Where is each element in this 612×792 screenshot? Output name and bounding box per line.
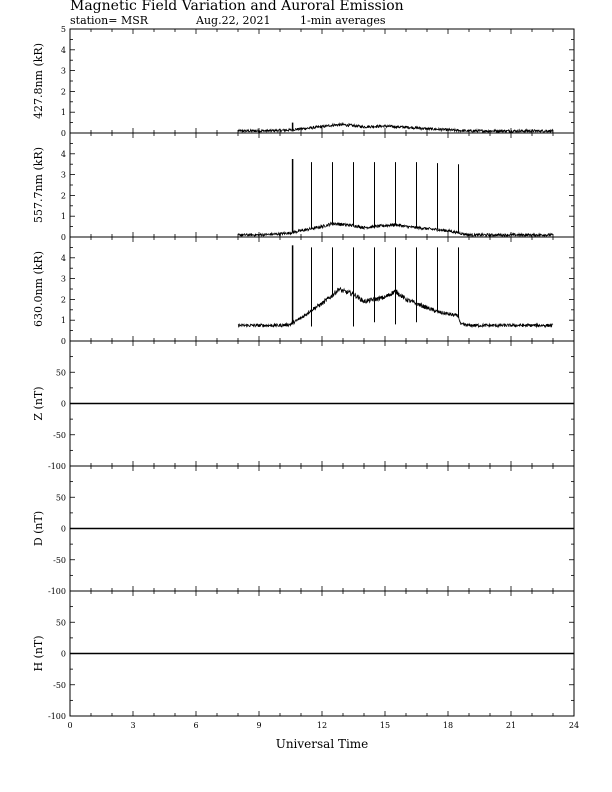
- x-tick-label: 15: [379, 721, 391, 730]
- y-tick-label: -50: [53, 555, 66, 565]
- station-label: station= MSR: [70, 14, 149, 27]
- y-tick-label: 0: [60, 649, 66, 659]
- y-tick-label: 0: [60, 337, 66, 346]
- panel-1: [32, 25, 574, 138]
- y-tick-label: 0: [60, 129, 66, 138]
- y-axis-label: 557.7nm (kR): [32, 146, 45, 224]
- y-tick-label: 4: [60, 253, 66, 263]
- panel-3: [32, 237, 574, 346]
- y-axis-label: 427.8nm (kR): [32, 42, 45, 120]
- panel-6: [32, 591, 579, 751]
- y-axis-label: D (nT): [32, 510, 45, 547]
- x-tick-label: 24: [568, 721, 580, 730]
- x-tick-label: 12: [316, 721, 328, 730]
- y-tick-label: 3: [60, 274, 66, 284]
- y-tick-label: 3: [60, 170, 66, 180]
- y-tick-label: 50: [55, 368, 66, 378]
- averaging-label: 1-min averages: [300, 14, 386, 27]
- panel-5: [32, 466, 574, 596]
- panel-2: [32, 133, 574, 242]
- y-tick-label: 0: [60, 233, 66, 242]
- y-tick-label: 1: [60, 108, 66, 118]
- y-tick-label: -100: [48, 712, 66, 721]
- y-axis-label: Z (nT): [32, 386, 45, 421]
- y-tick-label: -100: [48, 587, 66, 596]
- panel-4: [32, 341, 574, 471]
- x-tick-label: 9: [256, 721, 262, 730]
- y-tick-label: 1: [60, 212, 66, 222]
- x-axis-label: Universal Time: [275, 737, 369, 751]
- y-tick-label: -50: [53, 680, 66, 690]
- y-tick-label: 2: [60, 87, 66, 97]
- x-tick-label: 21: [505, 721, 517, 730]
- panels: [32, 25, 579, 751]
- y-tick-label: 0: [60, 524, 66, 534]
- y-tick-label: 2: [60, 191, 66, 201]
- date-label: Aug.22, 2021: [196, 14, 271, 27]
- y-tick-label: 3: [60, 66, 66, 76]
- y-axis-label: H (nT): [32, 635, 45, 672]
- y-tick-label: 5: [60, 25, 66, 34]
- x-tick-label: 3: [130, 721, 136, 730]
- y-axis-label: 630.0nm (kR): [32, 250, 45, 328]
- y-tick-label: 4: [60, 149, 66, 159]
- y-tick-label: -100: [48, 462, 66, 471]
- panel-frame: [70, 133, 574, 237]
- panel-frame: [70, 29, 574, 133]
- x-tick-label: 18: [442, 721, 454, 730]
- y-tick-label: 50: [55, 493, 66, 503]
- x-tick-label: 6: [193, 721, 199, 730]
- figure-title: Magnetic Field Variation and Auroral Emission: [70, 0, 404, 14]
- y-tick-label: 1: [60, 316, 66, 326]
- y-tick-label: -50: [53, 430, 66, 440]
- x-tick-label: 0: [67, 721, 73, 730]
- y-tick-label: 2: [60, 295, 66, 305]
- y-tick-label: 4: [60, 45, 66, 55]
- y-tick-label: 0: [60, 399, 66, 409]
- series-line: [238, 123, 553, 132]
- y-tick-label: 50: [55, 618, 66, 628]
